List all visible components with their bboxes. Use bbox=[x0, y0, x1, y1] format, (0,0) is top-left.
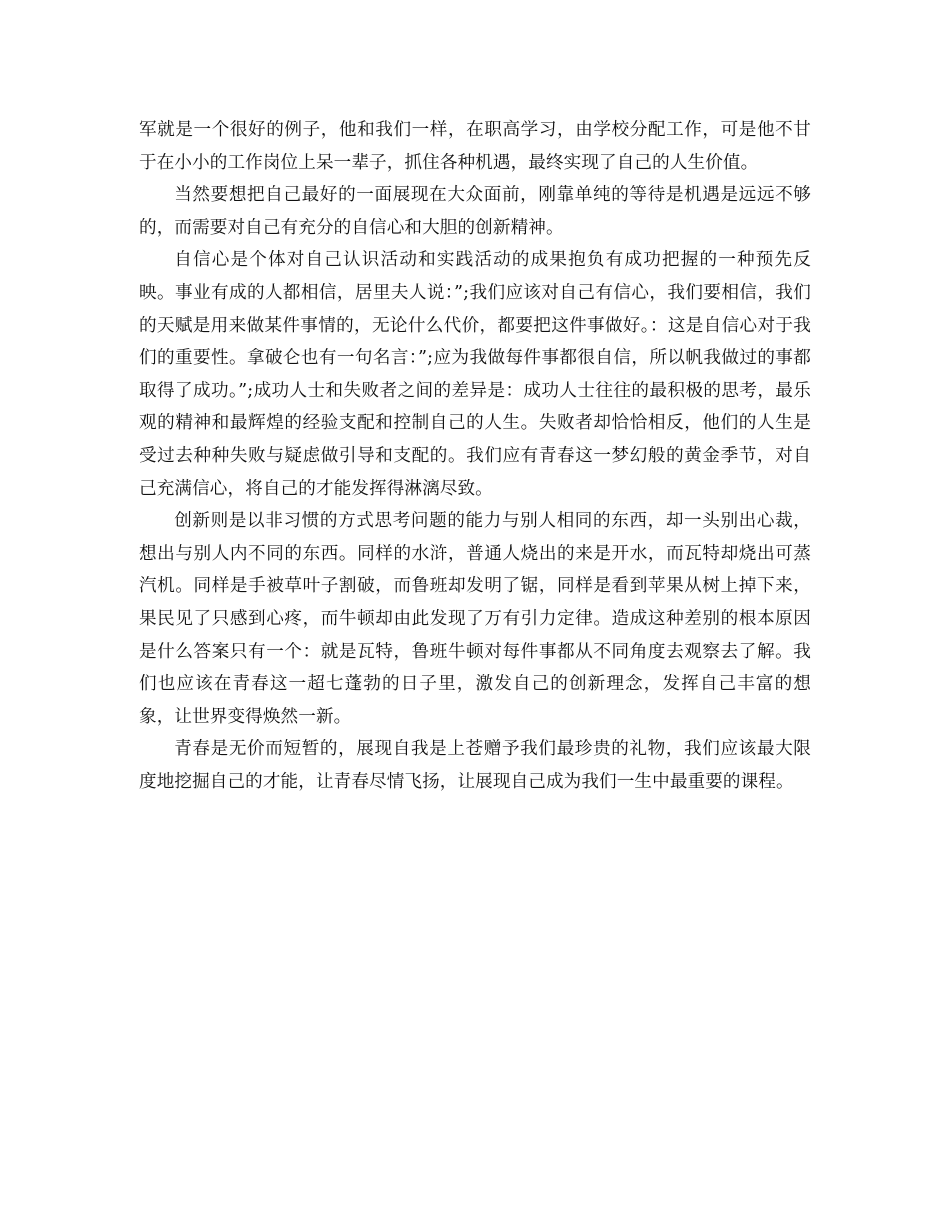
paragraph-5: 青春是无价而短暂的，展现自我是上苍赠予我们最珍贵的礼物，我们应该最大限度地挖掘自己的才能，让青春尽情飞扬，让展现自己成为我们一生中最重要的课程。 bbox=[139, 739, 811, 792]
paragraph-1: 军就是一个很好的例子，他和我们一样，在职高学习，由学校分配工作，可是他不甘于在小小的工作岗位上呆一辈子，抓住各种机遇，最终实现了自己的人生价值。 bbox=[139, 120, 811, 173]
paragraph-3: 自信心是个体对自己认识活动和实践活动的成果抱负有成功把握的一种预先反映。事业有成的人都相信，居里夫人说：”;我们应该对自己有信心，我们要相信，我们的天赋是用来做某件事情的，无论什么代价，都要把这件事做好。：这是自信心对于我们的重要性。拿破仑也有一句名言：”;应为我做每件事都很自信，所以帆我做过的事都取得了成功。”;成功人士和失败者之间的差异是：成功人士往往的最积极的思考，最乐观的精神和最辉煌的经验支配和控制自己的人生。失败者却恰恰相反，他们的人生是受过去种种失败与疑虑做引导和支配的。我们应有青春这一梦幻般的黄金季节，对自己充满信心，将自己的才能发挥得淋漓尽致。 bbox=[139, 250, 811, 499]
document-body bbox=[139, 114, 811, 798]
paragraph-2: 当然要想把自己最好的一面展现在大众面前，刚靠单纯的等待是机遇是远远不够的，而需要对自己有充分的自信心和大胆的创新精神。 bbox=[139, 185, 811, 238]
paragraph-4: 创新则是以非习惯的方式思考问题的能力与别人相同的东西，却一头别出心裁，想出与别人内不同的东西。同样的水浒，普通人烧出的来是开水，而瓦特却烧出可蒸汽机。同样是手被草叶子割破，而鲁班却发明了锯，同样是看到苹果从树上掉下来，果民见了只感到心疼，而牛顿却由此发现了万有引力定律。造成这种差别的根本原因是什么答案只有一个：就是瓦特，鲁班牛顿对每件事都从不同角度去观察去了解。我们也应该在青春这一超七蓬勃的日子里，激发自己的创新理念，发挥自己丰富的想象，让世界变得焕然一新。 bbox=[139, 511, 811, 727]
